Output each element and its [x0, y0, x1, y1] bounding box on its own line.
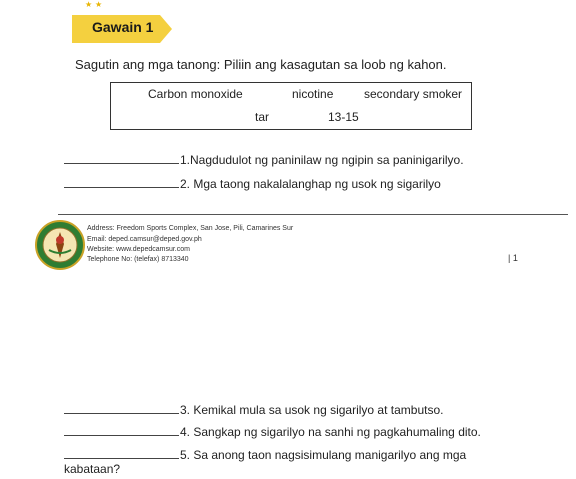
question-4 [64, 423, 481, 439]
answer-blank[interactable] [64, 151, 179, 164]
question-1 [64, 151, 464, 167]
question-text: 2. Mga taong nakalalanghap ng usok ng sigarilyo [180, 177, 441, 191]
question-2 [64, 175, 441, 191]
star-icon: ★ [85, 0, 93, 9]
deped-seal-icon [35, 220, 85, 270]
page-number: | 1 [508, 253, 518, 263]
question-text: 3. Kemikal mula sa usok ng sigarilyo at tambutso. [180, 403, 444, 417]
choice-age-range: 13-15 [328, 110, 359, 124]
footer-email: Email: deped.camsur@deped.gov.ph [87, 236, 202, 243]
choice-tar: tar [255, 110, 270, 124]
answer-blank[interactable] [64, 175, 179, 188]
choice-carbon-monoxide: Carbon monoxide [148, 87, 243, 101]
choice-secondary-smoker: secondary smoker [364, 87, 463, 101]
answer-blank[interactable] [64, 423, 179, 436]
footer-telephone: Telephone No: (telefax) 8713340 [87, 256, 189, 263]
question-3 [64, 401, 443, 417]
question-text: 4. Sangkap ng sigarilyo na sanhi ng pagkahumaling dito. [180, 425, 481, 439]
answer-blank[interactable] [64, 446, 179, 459]
question-5 [64, 446, 466, 462]
question-text: 1.Nagdudulot ng paninilaw ng ngipin sa paninigarilyo. [180, 153, 464, 167]
page-title: Gawain 1 [92, 19, 154, 35]
question-text: 5. Sa anong taon nagsisimulang manigarilyo ang mga [180, 448, 467, 462]
footer-address: Address: Freedom Sports Complex, San Jose, Pili, Camarines Sur [87, 225, 294, 232]
choice-nicotine: nicotine [292, 87, 334, 101]
star-icon: ★ [95, 0, 103, 9]
question-5-continued: kabataan? [64, 462, 121, 476]
footer-website: Website: www.depedcamsur.com [87, 246, 190, 253]
footer-divider [58, 214, 568, 215]
answer-blank[interactable] [64, 401, 179, 414]
instruction-text: Sagutin ang mga tanong: Piliin ang kasagutan sa loob ng kahon. [75, 57, 447, 72]
